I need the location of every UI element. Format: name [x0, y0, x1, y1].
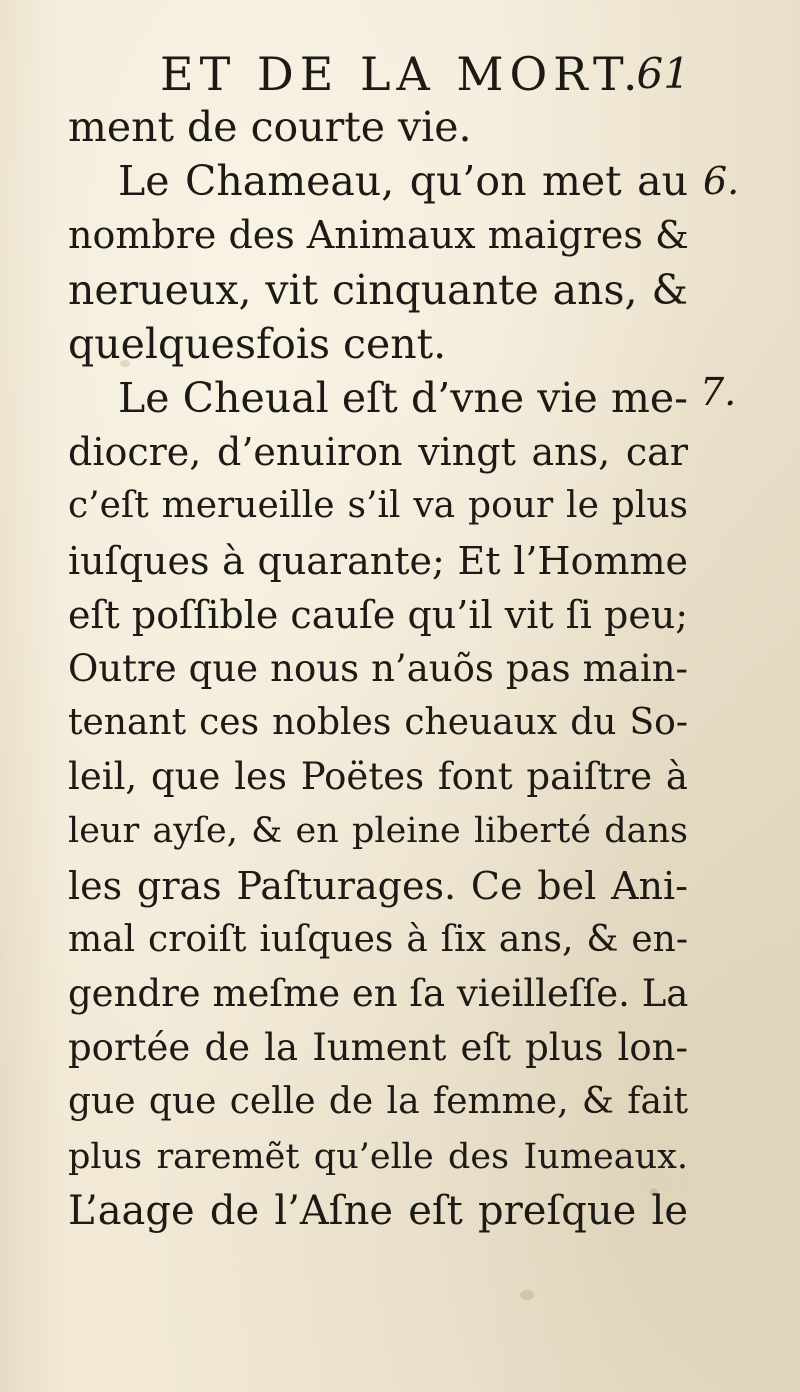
text-line: nerueux, vit cinquante ans, & — [68, 265, 688, 314]
text-line: c’eſt merueille s’il va pour le plus — [68, 485, 688, 527]
page-number: 61 — [636, 49, 690, 98]
text-line: iuſques à quarante; Et l’Homme — [68, 538, 688, 583]
text-line: leil, que les Poëtes font paiſtre à — [68, 755, 688, 799]
page-header — [160, 44, 690, 104]
running-head: ET DE LA MORT. — [160, 47, 644, 101]
text-line: diocre, d’enuiron vingt ans, car — [68, 430, 688, 475]
body-text — [68, 100, 688, 1238]
text-line: plus raremẽt qu’elle des Iumeaux. — [68, 1136, 688, 1177]
text-line: Le Chameau, qu’on met au — [118, 157, 688, 206]
text-line: nombre des Animaux maigres & — [68, 213, 689, 258]
text-line: mal croiſt iuſques à ſix ans, & en- — [68, 918, 688, 960]
text-line: les gras Paſturages. Ce bel Ani- — [68, 863, 688, 908]
paper-stain — [520, 1290, 534, 1300]
text-line: ment de courte vie. — [68, 103, 472, 151]
text-line: gue que celle de la femme, & fait — [68, 1081, 688, 1123]
text-line: eſt poſſible cauſe qu’il vit ſi peu; — [68, 592, 689, 637]
text-line: gendre meſme en ſa vieilleſſe. La — [68, 972, 689, 1015]
text-line: leur ayſe, & en pleine liberté dans — [68, 811, 688, 852]
text-line: Le Cheual eſt d’vne vie me- — [118, 373, 688, 422]
margin-note: 7. — [700, 370, 737, 414]
text-line: Outre que nous n’auõs pas main- — [68, 646, 688, 690]
text-line: tenant ces nobles cheuaux du So- — [68, 702, 688, 744]
text-line: L’aage de l’Aſne eſt preſque le — [68, 1187, 688, 1234]
text-line: quelquesfois cent. — [68, 319, 447, 368]
text-line: portée de la Iument eſt plus lon- — [68, 1026, 688, 1070]
margin-note: 6. — [703, 159, 740, 203]
